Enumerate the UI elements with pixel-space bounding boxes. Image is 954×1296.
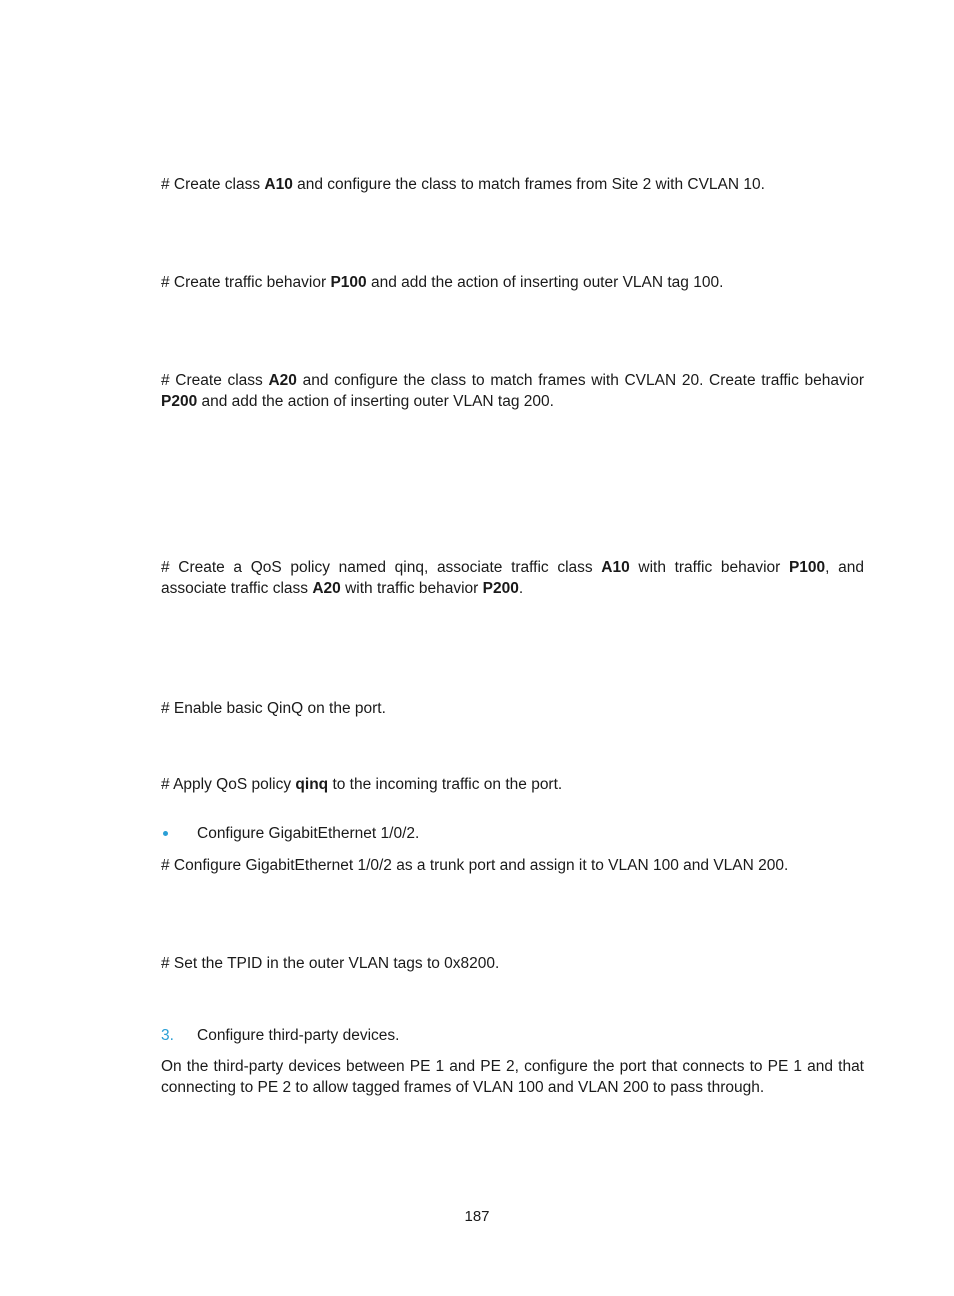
text: and add the action of inserting outer VLAN tag 200.	[197, 393, 554, 410]
text: and configure the class to match frames with CVLAN 20. Create traffic behavior	[296, 372, 864, 389]
para-enable-qinq: # Enable basic QinQ on the port.	[161, 700, 386, 717]
text: .	[518, 580, 524, 597]
class-name: A20	[312, 580, 341, 597]
bullet-item-configure-ge102: Configure GigabitEthernet 1/0/2.	[197, 825, 420, 842]
policy-name: qinq	[295, 776, 329, 793]
para-create-qos-policy	[161, 557, 864, 599]
text: and add the action of inserting outer VLAN tag 100.	[366, 274, 724, 291]
behavior-name: P100	[788, 559, 826, 576]
para-apply-qos-policy	[161, 774, 864, 795]
text: # Apply QoS policy	[161, 776, 296, 793]
step-configure-third-party: Configure third-party devices.	[197, 1027, 400, 1044]
para-create-class-a10	[161, 174, 864, 195]
text: # Create class	[161, 176, 265, 193]
page-number: 187	[464, 1208, 490, 1225]
para-create-class-a20	[161, 370, 864, 412]
text: # Create traffic behavior	[161, 274, 331, 291]
para-configure-trunk: # Configure GigabitEthernet 1/0/2 as a trunk port and assign it to VLAN 100 and VLAN 200.	[161, 857, 789, 874]
class-name: A10	[601, 559, 630, 576]
text: with traffic behavior	[340, 580, 483, 597]
para-third-party-devices: On the third-party devices between PE 1 and PE 2, configure the port that connects to PE 1 and that connecting to PE 2 to allow tagged frames of VLAN 100 and VLAN 200 to pass through.	[161, 1058, 864, 1096]
class-name: A20	[268, 372, 297, 389]
behavior-name: P200	[482, 580, 519, 597]
class-name: A10	[264, 176, 293, 193]
para-set-tpid: # Set the TPID in the outer VLAN tags to 0x8200.	[161, 955, 500, 972]
behavior-name: P100	[330, 274, 367, 291]
bullet-icon	[163, 831, 168, 836]
text: and configure the class to match frames from Site 2 with CVLAN 10.	[292, 176, 765, 193]
behavior-name: P200	[161, 393, 198, 410]
step-number: 3.	[161, 1027, 174, 1044]
text: , and associate traffic class	[161, 559, 864, 597]
text: # Create a QoS policy named qinq, associate traffic class	[161, 559, 602, 576]
text: # Create class	[161, 372, 269, 389]
para-create-behavior-p100	[161, 272, 864, 293]
text: with traffic behavior	[629, 559, 789, 576]
text: to the incoming traffic on the port.	[328, 776, 563, 793]
